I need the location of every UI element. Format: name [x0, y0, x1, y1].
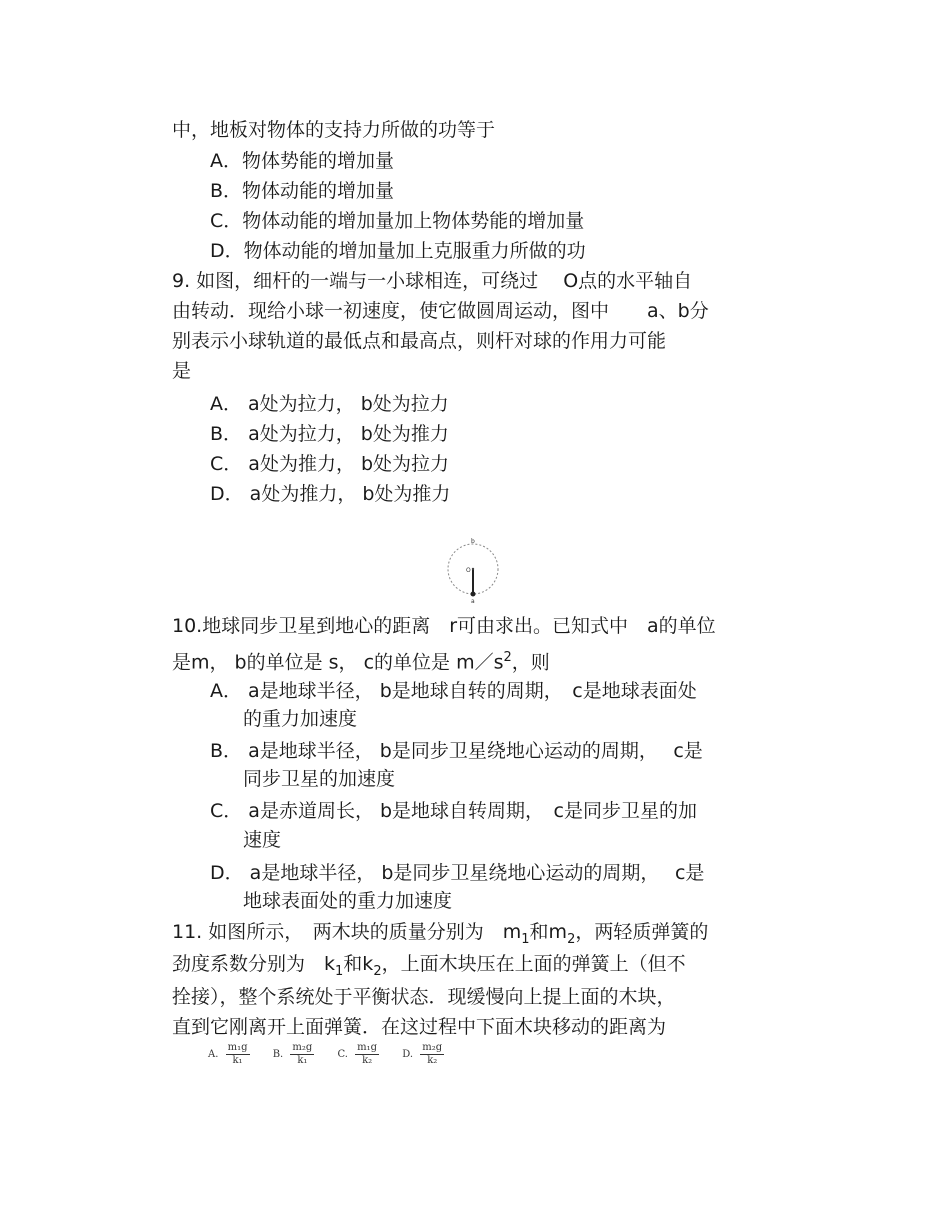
- q8-option-c: C．物体动能的增加量加上物体势能的增加量: [210, 210, 585, 232]
- q9-stem-line3: 别表示小球轨道的最低点和最高点，则杆对球的作用力可能: [172, 330, 667, 352]
- pivot-point: [472, 568, 474, 570]
- q10-option-c-line1: C． a是赤道周长， b是地球自转周期， c是同步卫星的加: [210, 800, 697, 822]
- q11-option-c-fraction: $\frac{\text{m₁g}}{\text{k₂}}$: [357, 1042, 378, 1066]
- q11-option-c-label: C.: [337, 1049, 348, 1060]
- q9-rod-circle-figure: [440, 535, 510, 605]
- q11-option-d-label: D.: [402, 1049, 414, 1060]
- q9-option-a: A． a处为拉力， b处为拉力: [210, 393, 449, 415]
- q8-stem: 中，地板对物体的支持力所做的功等于: [172, 119, 496, 141]
- q11-stem-line4: 直到它刚离开上面弹簧．在这过程中下面木块移动的距离为: [172, 1016, 667, 1038]
- q11-options-row: [208, 1042, 464, 1067]
- q10-stem-line1: 10.地球同步卫星到地心的距离 r可由求出。已知式中 a的单位: [172, 615, 716, 637]
- q10-option-b-line2: 同步卫星的加速度: [243, 768, 396, 790]
- ball: [471, 592, 476, 597]
- label-a: a: [471, 598, 475, 605]
- label-b: b: [471, 538, 475, 545]
- q9-option-d: D． a处为推力， b处为推力: [210, 483, 451, 505]
- q8-option-d: D．物体动能的增加量加上克服重力所做的功: [210, 240, 586, 262]
- q11-stem-line2: 劲度系数分别为 $k_1$和$k_2$，上面木块压在上面的弹簧上（但不: [172, 953, 686, 979]
- q11-stem-line1: 11. 如图所示， 两木块的质量分别为 $m_1$和$m_2$，两轻质弹簧的: [172, 921, 709, 947]
- q11-option-b-fraction: $\frac{\text{m₂g}}{\text{k₁}}$: [292, 1042, 313, 1066]
- label-o: O: [466, 567, 471, 574]
- q10-option-d-line2: 地球表面处的重力加速度: [243, 890, 453, 912]
- q11-option-a-label: A.: [208, 1049, 219, 1060]
- q11-option-b-label: B.: [272, 1049, 284, 1060]
- q11-stem-line3: 拴接），整个系统处于平衡状态．现缓慢向上提上面的木块，: [172, 986, 676, 1008]
- q8-option-a: A．物体势能的增加量: [210, 150, 394, 172]
- q9-option-b: B． a处为拉力， b处为推力: [210, 423, 449, 445]
- q10-option-d-line1: D． a是地球半径， b是同步卫星绕地心运动的周期， c是: [210, 862, 705, 884]
- q9-stem-line2: 由转动．现给小球一初速度，使它做圆周运动，图中 a、b分: [172, 300, 709, 322]
- q8-option-b: B．物体动能的增加量: [210, 180, 395, 202]
- q9-stem-line1: 9. 如图，细杆的一端与一小球相连，可绕过 O点的水平轴自: [172, 270, 693, 292]
- q10-option-b-line1: B． a是地球半径， b是同步卫星绕地心运动的周期， c是: [210, 740, 703, 762]
- q10-stem-line2: 是m， b的单位是 s， c的单位是 $m/s^2$，则: [172, 650, 550, 674]
- q9-stem-line4: 是: [172, 360, 192, 382]
- q10-option-a-line2: 的重力加速度: [243, 708, 358, 730]
- q11-option-a-fraction: $\frac{\text{m₁g}}{\text{k₁}}$: [227, 1042, 248, 1066]
- q11-option-d-fraction: $\frac{\text{m₂g}}{\text{k₂}}$: [422, 1042, 443, 1066]
- q9-option-c: C． a处为推力， b处为拉力: [210, 453, 450, 475]
- q10-option-c-line2: 速度: [243, 829, 282, 851]
- q10-option-a-line1: A． a是地球半径， b是地球自转的周期， c是地球表面处: [210, 680, 697, 702]
